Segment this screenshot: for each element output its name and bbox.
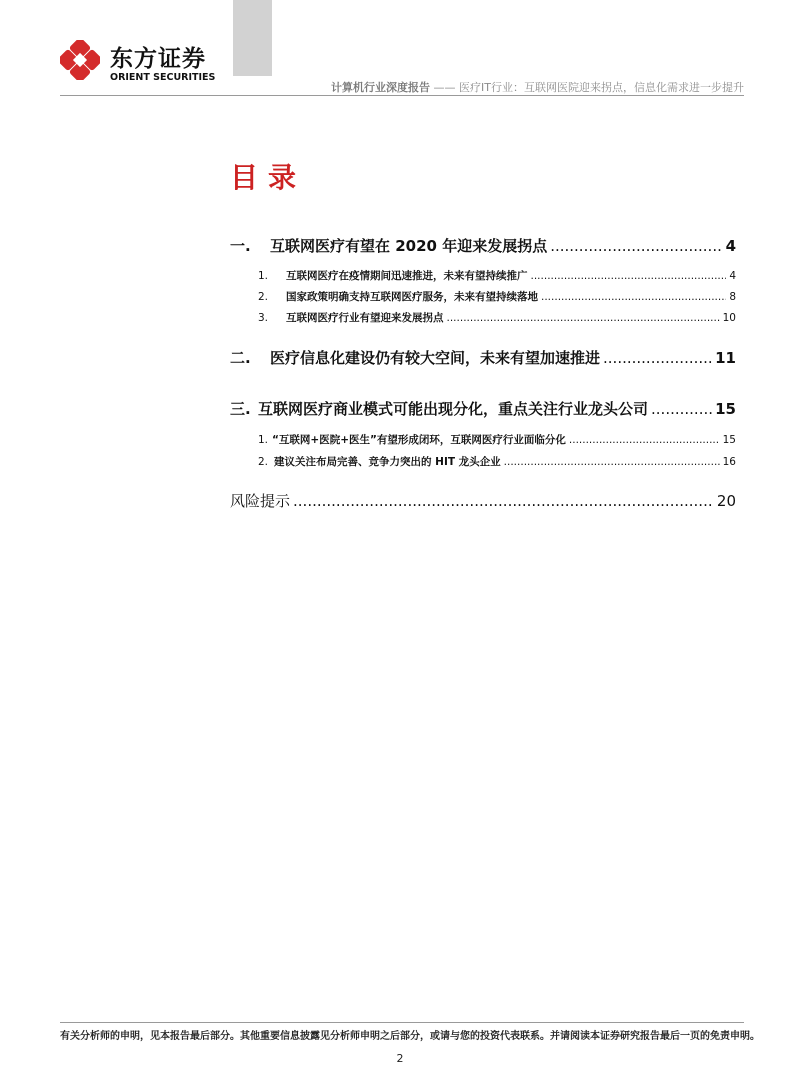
footer-disclaimer: 有关分析师的申明，见本报告最后部分。其他重要信息披露见分析师申明之后部分，或请与您的投资代表联系。并请阅读本证券研究报告最后一页的免责申明。 <box>60 1031 760 1042</box>
toc-entry-page: 16 <box>722 456 736 468</box>
toc-leader-dots <box>603 349 712 367</box>
toc-leader-dots <box>550 237 722 255</box>
toc-entry-page: 4 <box>729 270 736 282</box>
report-type: 计算机行业深度报告 <box>331 81 431 94</box>
toc-entry-1-3[interactable] <box>258 310 736 325</box>
toc-entry-text: 互联网医疗在疫情期间迅速推进，未来有望持续推广 <box>286 270 528 282</box>
header-separator: —— <box>433 81 456 94</box>
toc-entry-page: 15 <box>722 434 736 446</box>
toc-entry-section-3[interactable] <box>230 398 736 419</box>
toc-entry-page: 8 <box>729 291 736 303</box>
toc-leader-dots <box>541 291 726 303</box>
toc-entry-text: 国家政策明确支持互联网医疗服务，未来有望持续落地 <box>286 291 538 303</box>
toc-leader-dots <box>569 434 720 446</box>
toc-entry-text: 风险提示 <box>230 492 291 510</box>
toc-entry-1-2[interactable] <box>258 289 736 304</box>
toc-entry-number: 一. <box>230 237 251 255</box>
brand-name-en: ORIENT SECURITIES <box>110 72 216 83</box>
toc-title: 目录 <box>230 161 307 194</box>
toc-entry-number: 2. <box>258 291 269 303</box>
toc-entry-number: 三. <box>230 400 251 418</box>
toc-entry-section-2[interactable] <box>230 347 736 368</box>
toc-entry-number: 3. <box>258 312 269 324</box>
brand-name-cn: 东方证券 <box>110 46 206 72</box>
toc-entry-risk[interactable] <box>230 490 736 511</box>
orient-securities-logo-icon <box>60 40 100 80</box>
toc-leader-dots <box>293 492 714 510</box>
toc-leader-dots <box>531 270 727 282</box>
toc-entry-page: 20 <box>716 492 736 510</box>
toc-entry-number: 二. <box>230 349 251 367</box>
toc-leader-dots <box>504 456 720 468</box>
page-number: 2 <box>396 1052 404 1065</box>
header-divider <box>60 95 744 96</box>
toc-leader-dots <box>651 400 712 418</box>
toc-entry-page: 10 <box>722 312 736 324</box>
toc-entry-number: 1. <box>258 434 269 446</box>
toc-entry-section-1[interactable] <box>230 235 736 256</box>
footer-divider <box>60 1022 744 1023</box>
toc-entry-text: 互联网医疗有望在 2020 年迎来发展拐点 <box>270 237 548 255</box>
toc-entry-1-1[interactable] <box>258 268 736 283</box>
toc-entry-3-1[interactable] <box>258 432 736 447</box>
toc-entry-page: 4 <box>725 237 736 255</box>
toc-leader-dots <box>447 312 720 324</box>
report-subtitle: 医疗IT行业：互联网医院迎来拐点，信息化需求进一步提升 <box>459 81 744 94</box>
report-header <box>331 79 744 95</box>
toc-entry-text: 互联网医疗行业有望迎来发展拐点 <box>286 312 444 324</box>
toc-entry-text: 互联网医疗商业模式可能出现分化，重点关注行业龙头公司 <box>258 400 649 418</box>
toc-entry-number: 1. <box>258 270 269 282</box>
toc-entry-text: 建议关注布局完善、竞争力突出的 HIT 龙头企业 <box>274 456 501 468</box>
toc-entry-3-2[interactable] <box>258 454 736 469</box>
header-tab <box>233 0 272 76</box>
toc-entry-page: 11 <box>715 349 736 367</box>
toc-entry-page: 15 <box>715 400 736 418</box>
toc-entry-text: “互联网+医院+医生”有望形成闭环，互联网医疗行业面临分化 <box>272 434 566 446</box>
toc-entry-number: 2. <box>258 456 269 468</box>
toc-entry-text: 医疗信息化建设仍有较大空间，未来有望加速推进 <box>270 349 601 367</box>
